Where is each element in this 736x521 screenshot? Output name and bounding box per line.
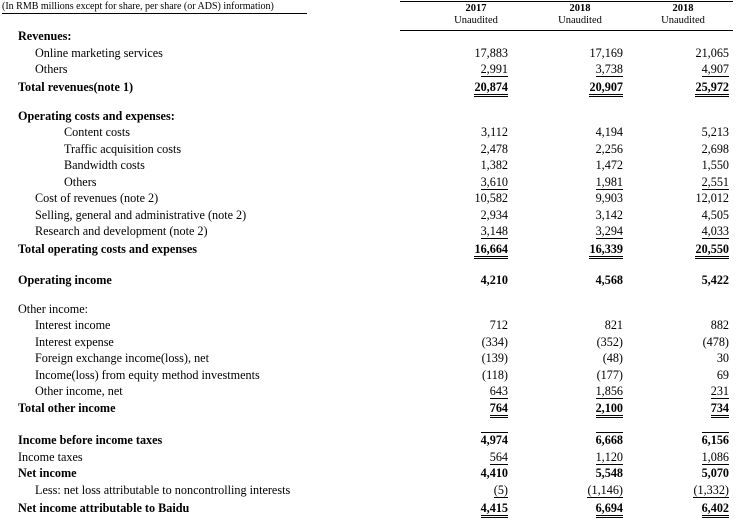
value-2018a: (48) <box>602 351 623 365</box>
value-2018a: 3,738 <box>595 62 623 76</box>
row-label: Traffic acquisition costs <box>64 142 182 156</box>
value-2018a: 9,903 <box>595 191 623 205</box>
row-label: Research and development (note 2) <box>35 224 208 238</box>
row-label: Income before income taxes <box>18 433 163 447</box>
value-2017: 20,874 <box>438 79 508 95</box>
value-2018a: 1,856 <box>595 384 623 398</box>
value-2018b: 1,086 <box>701 450 729 464</box>
value-2017: 3,148 <box>480 224 508 238</box>
value-2017: 16,664 <box>438 241 508 257</box>
value-2018a: 3,294 <box>595 224 623 238</box>
value-2018a: 821 <box>604 318 623 332</box>
value-2017: 4,974 <box>480 433 508 447</box>
table-row <box>0 190 736 206</box>
value-2017: (5) <box>493 483 508 497</box>
column-year: 2017 <box>465 3 487 14</box>
value-2017: 564 <box>489 450 508 464</box>
column-year: 2018 <box>569 3 591 14</box>
value-2018b: 1,550 <box>701 158 729 172</box>
row-label: Others <box>64 175 97 189</box>
value-2018a: (352) <box>596 335 623 349</box>
table-row <box>0 174 736 190</box>
value-2018a: 6,668 <box>595 433 623 447</box>
value-2018a: 3,142 <box>595 208 623 222</box>
value-2018b: 2,551 <box>701 175 729 189</box>
value-2017: 2,934 <box>480 208 508 222</box>
value-2018b: 21,065 <box>695 46 729 60</box>
row-label: Net income attributable to Baidu <box>18 501 190 515</box>
table-row <box>0 141 736 157</box>
value-2018b: 30 <box>716 351 729 365</box>
value-2018b: 5,070 <box>701 466 729 480</box>
row-label: Income taxes <box>18 450 83 464</box>
row-label: Interest income <box>35 318 111 332</box>
row-label: Total other income <box>18 401 116 415</box>
section-operating-costs <box>0 108 736 124</box>
table-row <box>0 449 736 465</box>
total-row <box>0 400 736 416</box>
row-label: Other income, net <box>35 384 123 398</box>
row-label: Net income <box>18 466 77 480</box>
row-label: Income(loss) from equity method investments <box>35 368 260 382</box>
value-2018a: 16,339 <box>553 241 623 257</box>
table-row <box>0 157 736 173</box>
row-label: Foreign exchange income(loss), net <box>35 351 209 365</box>
table-row <box>0 207 736 223</box>
value-2018b: 25,972 <box>659 79 729 95</box>
value-2018a: 1,981 <box>595 175 623 189</box>
value-2017: 1,382 <box>480 158 508 172</box>
table-row <box>0 317 736 333</box>
value-2018a: 1,120 <box>595 450 623 464</box>
table-row <box>0 124 736 140</box>
column-status: Unaudited <box>454 15 498 26</box>
row-label: Operating income <box>18 273 112 287</box>
value-2018b: 734 <box>659 400 729 416</box>
row-label: Content costs <box>64 125 131 139</box>
table-row <box>0 223 736 239</box>
value-2017: 2,478 <box>480 142 508 156</box>
value-2017: 4,415 <box>438 500 508 516</box>
row-label: Total operating costs and expenses <box>18 242 197 256</box>
row-label: Selling, general and administrative (note 2) <box>35 208 247 222</box>
total-row <box>0 465 736 481</box>
value-2018b: 2,698 <box>701 142 729 156</box>
value-2018b: 5,422 <box>701 273 729 287</box>
row-label: Total revenues(note 1) <box>18 80 134 94</box>
value-2018b: 12,012 <box>695 191 729 205</box>
value-2017: 3,112 <box>481 125 508 139</box>
table-row <box>0 45 736 61</box>
row-label: Revenues: <box>18 29 72 43</box>
value-2017: 4,210 <box>480 273 508 287</box>
value-2018b: (478) <box>702 335 729 349</box>
row-label: Online marketing services <box>35 46 163 60</box>
total-row <box>0 241 736 257</box>
value-2018a: (177) <box>596 368 623 382</box>
value-2018a: 2,100 <box>553 400 623 416</box>
row-label: Less: net loss attributable to noncontrolling interests <box>35 483 291 497</box>
value-2017: (334) <box>481 335 508 349</box>
value-2018a: 2,256 <box>595 142 623 156</box>
total-row <box>0 500 736 516</box>
value-2017: 764 <box>438 400 508 416</box>
total-row <box>0 272 736 288</box>
value-2017: 3,610 <box>480 175 508 189</box>
value-2017: 2,991 <box>480 62 508 76</box>
value-2018b: 20,550 <box>659 241 729 257</box>
value-2018b: 882 <box>710 318 729 332</box>
table-row <box>0 61 736 77</box>
value-2017: (118) <box>482 368 508 382</box>
value-2018a: 4,194 <box>595 125 623 139</box>
column-header-3 <box>643 3 723 27</box>
column-header-2 <box>540 3 620 27</box>
value-2018b: (1,332) <box>693 483 729 497</box>
unit-note: (In RMB millions except for share, per share (or ADS) information) <box>2 1 307 14</box>
value-2018b: 231 <box>710 384 729 398</box>
value-2018b: 4,033 <box>701 224 729 238</box>
value-2018a: 6,694 <box>553 500 623 516</box>
value-2017: 712 <box>489 318 508 332</box>
header-top-rule <box>400 1 733 2</box>
section-revenues <box>0 28 736 44</box>
column-year: 2018 <box>672 3 694 14</box>
value-2018b: 4,907 <box>701 62 729 76</box>
table-row <box>0 350 736 366</box>
row-label: Others <box>35 62 68 76</box>
value-2018a: 5,548 <box>595 466 623 480</box>
table-row <box>0 383 736 399</box>
value-2018a: 17,169 <box>589 46 623 60</box>
value-2017: 643 <box>489 384 508 398</box>
row-label: Bandwidth costs <box>64 158 145 172</box>
value-2017: 17,883 <box>474 46 508 60</box>
value-2018b: 6,402 <box>659 500 729 516</box>
value-2018b: 4,505 <box>701 208 729 222</box>
value-2018a: (1,146) <box>587 483 623 497</box>
column-header-1 <box>436 3 516 27</box>
value-2018b: 6,156 <box>701 433 729 447</box>
value-2017: 10,582 <box>474 191 508 205</box>
row-label: Other income: <box>18 302 89 316</box>
table-row <box>0 334 736 350</box>
value-2018b: 69 <box>716 368 729 382</box>
value-2017: 4,410 <box>480 466 508 480</box>
total-row <box>0 79 736 95</box>
table-row <box>0 367 736 383</box>
row-label: Interest expense <box>35 335 114 349</box>
row-label: Operating costs and expenses: <box>18 109 175 123</box>
total-row <box>0 432 736 448</box>
value-2017: (139) <box>481 351 508 365</box>
value-2018a: 1,472 <box>595 158 623 172</box>
value-2018a: 20,907 <box>553 79 623 95</box>
table-row <box>0 482 736 498</box>
column-status: Unaudited <box>558 15 602 26</box>
row-label: Cost of revenues (note 2) <box>35 191 159 205</box>
value-2018b: 5,213 <box>701 125 729 139</box>
section-other-income <box>0 301 736 317</box>
column-status: Unaudited <box>661 15 705 26</box>
value-2018a: 4,568 <box>595 273 623 287</box>
